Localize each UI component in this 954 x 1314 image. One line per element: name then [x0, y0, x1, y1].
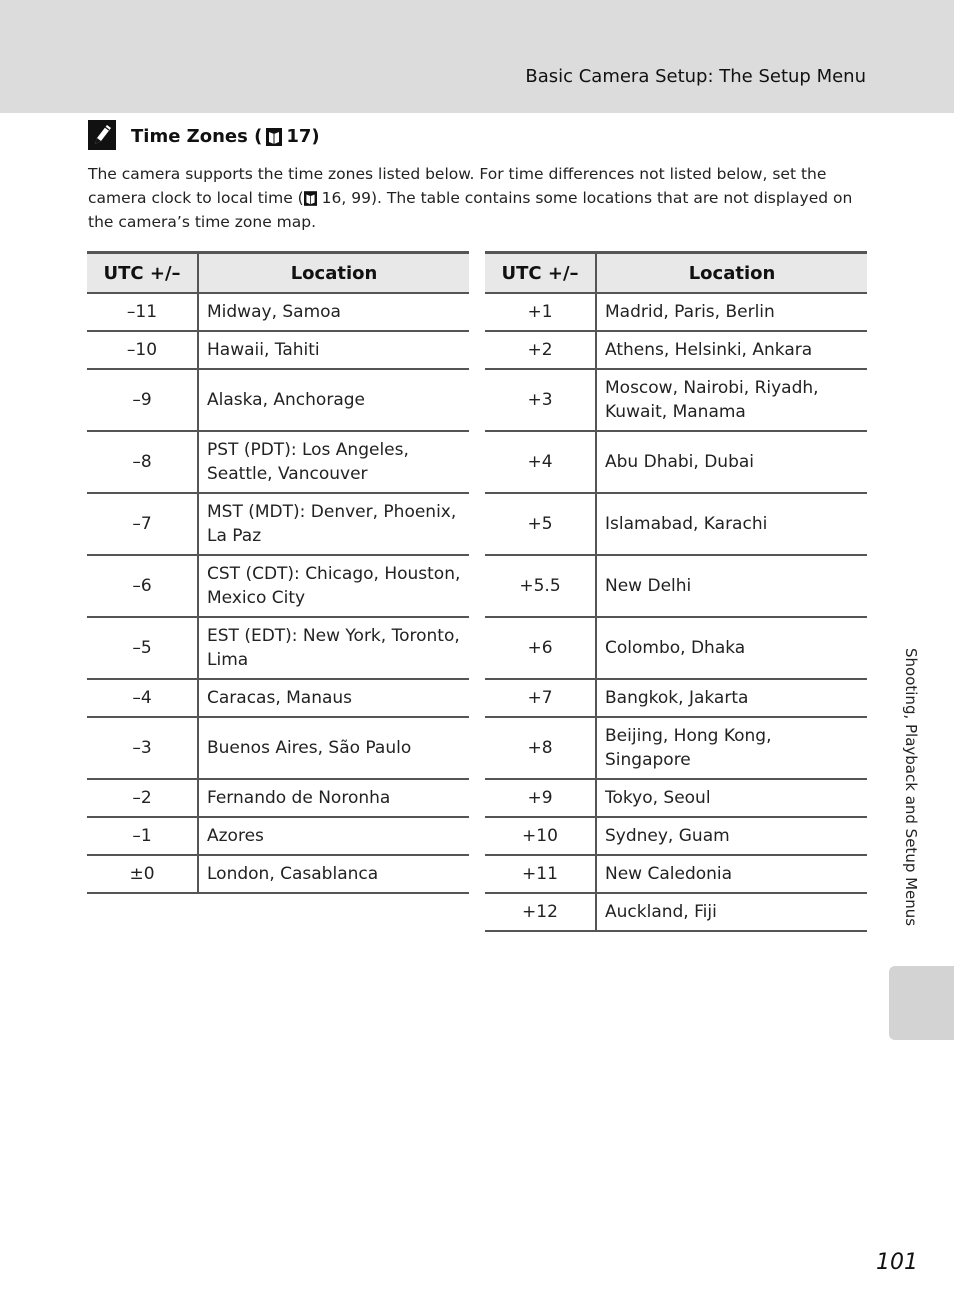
page-reference-icon — [304, 191, 317, 206]
side-section-label: Shooting, Playback and Setup Menus — [902, 648, 920, 927]
table-row — [485, 369, 867, 431]
location-cell: EST (EDT): New York, Toronto, Lima — [198, 617, 469, 679]
table-row — [485, 717, 867, 779]
table-row — [485, 331, 867, 369]
location-cell: MST (MDT): Denver, Phoenix, La Paz — [198, 493, 469, 555]
table-row — [485, 817, 867, 855]
side-section-tab — [889, 966, 954, 1040]
column-header-utc: UTC +/– — [87, 253, 198, 294]
table-row — [87, 331, 469, 369]
location-cell: Athens, Helsinki, Ankara — [596, 331, 867, 369]
table-row — [87, 431, 469, 493]
location-cell: Auckland, Fiji — [596, 893, 867, 931]
table-row — [485, 679, 867, 717]
utc-offset: –7 — [87, 493, 198, 555]
table-row — [485, 493, 867, 555]
utc-offset: –2 — [87, 779, 198, 817]
table-row — [87, 817, 469, 855]
location-cell: Tokyo, Seoul — [596, 779, 867, 817]
location-cell: Abu Dhabi, Dubai — [596, 431, 867, 493]
location-cell: Madrid, Paris, Berlin — [596, 293, 867, 331]
location-cell: New Caledonia — [596, 855, 867, 893]
utc-offset: –6 — [87, 555, 198, 617]
location-cell: Sydney, Guam — [596, 817, 867, 855]
utc-offset: –3 — [87, 717, 198, 779]
utc-offset: –5 — [87, 617, 198, 679]
table-row — [87, 555, 469, 617]
table-row — [485, 555, 867, 617]
utc-offset: +4 — [485, 431, 596, 493]
location-cell: Hawaii, Tahiti — [198, 331, 469, 369]
utc-offset: +2 — [485, 331, 596, 369]
location-cell: Moscow, Nairobi, Riyadh, Kuwait, Manama — [596, 369, 867, 431]
location-cell: Midway, Samoa — [198, 293, 469, 331]
table-row — [485, 779, 867, 817]
utc-offset: +10 — [485, 817, 596, 855]
utc-offset: –8 — [87, 431, 198, 493]
time-zone-table-left — [87, 251, 469, 894]
table-row — [87, 779, 469, 817]
utc-offset: +6 — [485, 617, 596, 679]
table-row — [485, 893, 867, 931]
intro-text-1: The camera supports the time zones listed below. For time differences not listed below, set the camera clock to local time ( — [88, 165, 827, 207]
location-cell: Alaska, Anchorage — [198, 369, 469, 431]
utc-offset: +3 — [485, 369, 596, 431]
table-row — [87, 369, 469, 431]
utc-offset: +11 — [485, 855, 596, 893]
section-title-text: Time Zones ( — [131, 126, 263, 147]
pencil-note-icon — [88, 120, 116, 150]
table-row — [87, 617, 469, 679]
utc-offset: +9 — [485, 779, 596, 817]
location-cell: Beijing, Hong Kong, Singapore — [596, 717, 867, 779]
intro-paragraph — [88, 162, 868, 234]
utc-offset: –1 — [87, 817, 198, 855]
column-header-location: Location — [198, 253, 469, 294]
utc-offset: ±0 — [87, 855, 198, 893]
table-row — [87, 293, 469, 331]
utc-offset: –4 — [87, 679, 198, 717]
table-row — [485, 855, 867, 893]
column-header-location: Location — [596, 253, 867, 294]
intro-text-2: 16, 99). The table contains some locations that are not displayed on the camera’s time zone map. — [88, 189, 853, 231]
table-row — [87, 493, 469, 555]
location-cell: Colombo, Dhaka — [596, 617, 867, 679]
header-band — [0, 0, 954, 113]
utc-offset: +5 — [485, 493, 596, 555]
location-cell: Azores — [198, 817, 469, 855]
location-cell: Fernando de Noronha — [198, 779, 469, 817]
utc-offset: +1 — [485, 293, 596, 331]
location-cell: Caracas, Manaus — [198, 679, 469, 717]
table-row — [485, 617, 867, 679]
location-cell: Bangkok, Jakarta — [596, 679, 867, 717]
location-cell: PST (PDT): Los Angeles, Seattle, Vancouver — [198, 431, 469, 493]
utc-offset: –11 — [87, 293, 198, 331]
utc-offset: –10 — [87, 331, 198, 369]
location-cell: Buenos Aires, São Paulo — [198, 717, 469, 779]
location-cell: New Delhi — [596, 555, 867, 617]
page-number: 101 — [876, 1250, 918, 1275]
utc-offset: +7 — [485, 679, 596, 717]
utc-offset: +12 — [485, 893, 596, 931]
section-title — [131, 126, 320, 147]
utc-offset: +5.5 — [485, 555, 596, 617]
utc-offset: +8 — [485, 717, 596, 779]
table-row — [87, 855, 469, 893]
page-reference-icon — [266, 128, 282, 146]
table-row — [87, 679, 469, 717]
running-head: Basic Camera Setup: The Setup Menu — [525, 66, 866, 87]
utc-offset: –9 — [87, 369, 198, 431]
location-cell: London, Casablanca — [198, 855, 469, 893]
table-row — [87, 717, 469, 779]
section-title-ref: 17) — [286, 126, 320, 147]
table-row — [485, 431, 867, 493]
time-zone-table-right — [485, 251, 867, 932]
table-row — [485, 293, 867, 331]
location-cell: CST (CDT): Chicago, Houston, Mexico City — [198, 555, 469, 617]
column-header-utc: UTC +/– — [485, 253, 596, 294]
location-cell: Islamabad, Karachi — [596, 493, 867, 555]
